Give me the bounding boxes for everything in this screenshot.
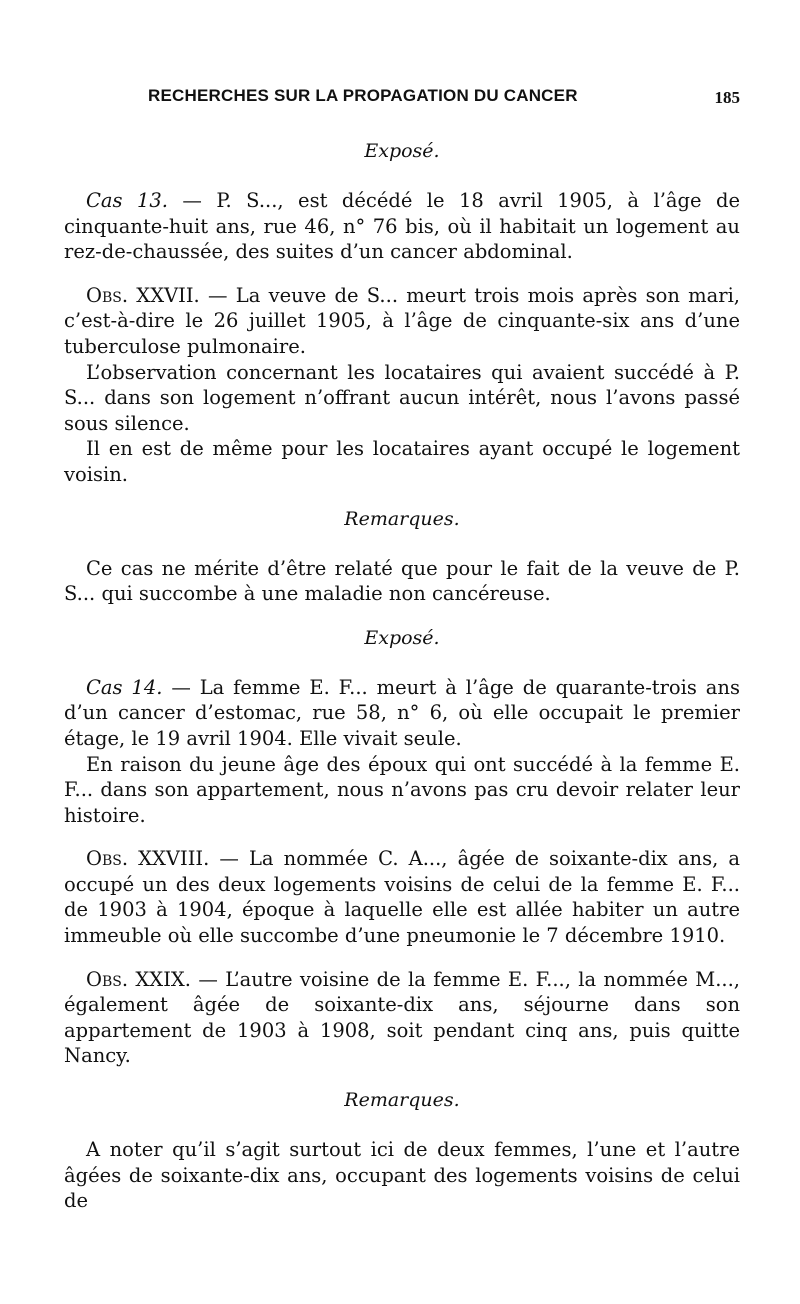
running-title: RECHERCHES SUR LA PROPAGATION DU CANCER xyxy=(148,86,578,105)
book-page xyxy=(64,86,740,1214)
obs-27-text: — La veuve de S... meurt trois mois après son mari, c’est-à-dire le 26 juillet 1905, à l’âge de cinquante-six ans d’une tuberculose pulmonaire. xyxy=(64,283,740,358)
case-14-text: — La femme E. F... meurt à l’âge de quarante-trois ans d’un cancer d’estomac, rue 58, n° 6, où elle occupait le premier étage, le 19 avril 1904. Elle vivait seule. xyxy=(64,675,740,750)
jeune-age-paragraph: En raison du jeune âge des époux qui ont succédé à la femme E. F... dans son appartement, nous n’avons pas cru devoir relater leur histoire. xyxy=(64,752,740,827)
case-13-text: — P. S..., est décédé le 18 avril 1905, à l’âge de cinquante-huit ans, rue 46, n° 76 bis, où il habitait un logement au rez-de-chaussée, des suites d’un cancer abdominal. xyxy=(64,189,740,264)
case-14-label: Cas 14. xyxy=(86,675,163,699)
obs-27-paragraph xyxy=(64,283,740,360)
running-head xyxy=(64,86,740,120)
section-heading-remarques-2: Remarques. xyxy=(344,1089,460,1112)
case-14-paragraph xyxy=(64,675,740,752)
obs-27-label: Obs. XXVII. xyxy=(86,283,200,307)
locataires-paragraph: L’observation concernant les locataires qui avaient succédé à P. S... dans son logement n’offrant aucun intérêt, nous l’avons passé sous silence. xyxy=(64,360,740,435)
obs-29-label: Obs. XXIX. xyxy=(86,967,191,991)
obs-28-paragraph xyxy=(64,846,740,948)
obs-28-label: Obs. XXVIII. xyxy=(86,847,210,871)
noter-paragraph: A noter qu’il s’agit surtout ici de deux femmes, l’une et l’autre âgées de soixante-dix ans, occupant des logements voisins de celui de xyxy=(64,1138,740,1213)
obs-28-text: — La nommée C. A..., âgée de soixante-dix ans, a occupé un des deux logements voisins de celui de la femme E. F... de 1903 à 1904, époque à laquelle elle est allée habiter un autre immeuble où elle succombe d’une pneumonie le 7 décembre 1910. xyxy=(64,847,740,948)
case-13-paragraph xyxy=(64,188,740,265)
remarque-1-paragraph: Ce cas ne mérite d’être relaté que pour le fait de la veuve de P. S... qui succombe à une maladie non cancéreuse. xyxy=(64,556,740,606)
obs-29-paragraph xyxy=(64,967,740,1069)
case-13-label: Cas 13. xyxy=(86,189,168,212)
section-heading-remarques: Remarques. xyxy=(344,507,460,530)
section-heading-expose-2: Exposé. xyxy=(364,626,440,649)
section-heading-expose: Exposé. xyxy=(364,140,440,162)
voisin-paragraph: Il en est de même pour les locataires ayant occupé le logement voisin. xyxy=(64,437,740,486)
page-number: 185 xyxy=(714,88,740,107)
obs-29-text: — L’autre voisine de la femme E. F..., la nommée M..., également âgée de soixante-dix ans, séjourne dans son appartement de 1903 à 1908, soit pendant cinq ans, puis quitte Nancy. xyxy=(64,967,741,1068)
